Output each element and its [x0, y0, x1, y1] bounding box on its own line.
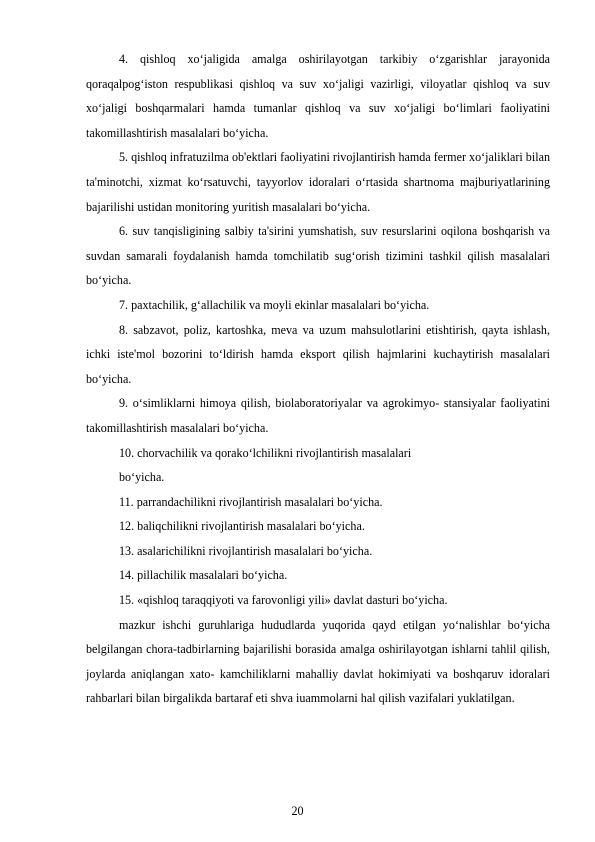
paragraph-item-7: 7. paxtachilik, g‘allachilik va moyli ekinlar masalalari bo‘yicha.: [119, 297, 430, 312]
list-item-13: 13. asalarichilikni rivojlantirish masalalari bo‘yicha.: [119, 543, 373, 558]
closing-paragraph: mazkur ishchi guruhlariga hududlarda yuqorida qayd etilgan yo‘nalishlar bo‘yicha belgilangan chora-tadbirlarning bajarilishi borasida amalga oshirilayotgan ishlarni tahlil qilish, joylarda aniqlangan xato- kamchiliklarni mahalliy davlat hokimiyati va boshqaruv idoralari rahbarlari bilan birgalikda bartaraf eti shva iuammolarni hal qilish vazifalari yuklatilgan.: [86, 617, 550, 706]
list-item-11: 11. parrandachilikni rivojlantirish masalalari bo‘yicha.: [119, 494, 383, 509]
document-page: [86, 47, 550, 711]
list-item-14: 14. pillachilik masalalari bo‘yicha.: [119, 568, 288, 583]
list-item-10-continuation: bo‘yicha.: [119, 470, 165, 485]
paragraph-item-9: 9. o‘simliklarni himoya qilish, biolaboratoriyalar va agrokimyo- stansiyalar faoliyatini takomillashtirish masalalari bo‘yicha.: [86, 396, 550, 435]
list-item-15: 15. «qishloq taraqqiyoti va farovonligi yili» davlat dasturi bo‘yicha.: [119, 593, 448, 608]
page-number: 20: [291, 804, 304, 818]
paragraph-item-5: 5. qishloq infratuzilma ob'ektlari faoliyatini rivojlantirish hamda fermer xo‘jaliklari bilan ta'minotchi, xizmat ko‘rsatuvchi, tayyorlov idoralari o‘rtasida shartnoma majburiyatlarining bajarilishi ustidan monitoring yuritish masalalari bo‘yicha.: [86, 150, 550, 214]
list-item-10: 10. chorvachilik va qorako‘lchilikni rivojlantirish masalalari: [119, 445, 412, 460]
paragraph-item-6: 6. suv tanqisligining salbiy ta'sirini yumshatish, suv resurslarini oqilona boshqarish va suvdan samarali foydalanish hamda tomchilatib sug‘orish tizimini tashkil qilish masalalari bo‘yicha.: [86, 224, 550, 288]
list-item-12: 12. baliqchilikni rivojlantirish masalalari bo‘yicha.: [119, 519, 365, 534]
paragraph-item-8: 8. sabzavot, poliz, kartoshka, meva va uzum mahsulotlarini etishtirish, qayta ishlash, ichki iste'mol bozorini to‘ldirish hamda eksport qilish hajmlarini kuchaytirish masalalari bo‘yicha.: [86, 322, 550, 386]
paragraph-item-4: 4. qishloq xo‘jaligida amalga oshirilayotgan tarkibiy o‘zgarishlar jarayonida qoraqalpog‘iston respublikasi qishloq va suv xo‘jaligi vazirligi, viloyatlar qishloq va suv xo‘jaligi boshqarmalari hamda tumanlar qishloq va suv xo‘jaligi bo‘limlari faoliyatini takomillashtirish masalalari bo‘yicha.: [86, 52, 550, 140]
